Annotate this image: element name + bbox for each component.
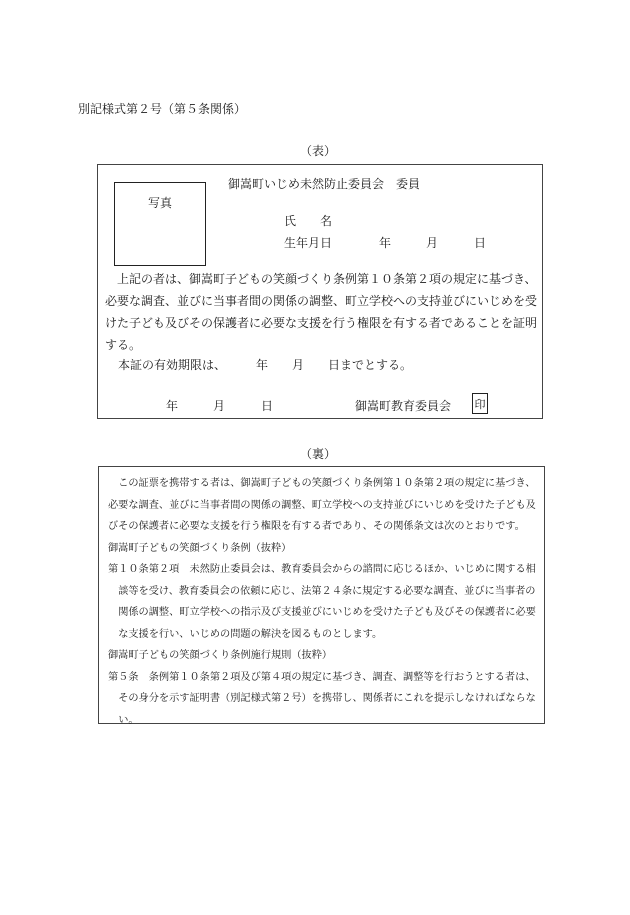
rules-title: 御嵩町子どもの笑顔づくり条例施行規則（抜粋）: [108, 650, 333, 661]
validity-text: 本証の有効期限は、 年 月 日までとする。: [118, 358, 413, 372]
seal-mark: 印: [472, 393, 488, 414]
dob-month: 月: [426, 236, 439, 250]
dob-year: 年: [379, 236, 392, 250]
issuer-name: 御嵩町教育委員会: [355, 399, 452, 413]
issue-day: 日: [261, 399, 274, 413]
article-5-text: 第５条 条例第１０条第２項及び第４項の規定に基づき、調査、調整等を行おうとする者は、その身分を示す証明書（別記様式第２号）を携帯し、関係者にこれを提示しなければならない。: [108, 671, 536, 726]
back-side-label: （裏）: [300, 447, 337, 461]
issue-month: 月: [213, 399, 226, 413]
back-text: [108, 473, 540, 731]
certification-paragraph: 上記の者は、御嵩町子どもの笑顔づくり条例第１０条第２項の規定に基づき、必要な調査、並びに当事者間の関係の調整、町立学校への支持並びにいじめを受けた子ども及びその保護者に必要な支援を行う権限を有する者であることを証明する。: [105, 272, 538, 352]
photo-label: 写真: [147, 196, 172, 210]
front-side-label: （表）: [300, 144, 337, 158]
form-number: 別記様式第２号（第５条関係）: [78, 102, 247, 116]
dob-label: 生年月日: [284, 236, 333, 250]
back-intro: この証票を携帯する者は、御嵩町子どもの笑顔づくり条例第１０条第２項の規定に基づき、必要な調査、並びに当事者間の関係の調整、町立学校への支持並びにいじめを受けた子ども及びその保護者に必要な支援を行う権限を有する者であり、その関係条文は次のとおりです。: [108, 478, 536, 532]
photo-box: [114, 182, 206, 266]
certification-text: [105, 268, 537, 356]
ordinance-title: 御嵩町子どもの笑顔づくり条例（抜粋）: [108, 542, 292, 554]
article-10-text: 第１０条第２項 未然防止委員会は、教育委員会からの諮問に応じるほか、いじめに関する相談等を受け、教育委員会の依頼に応じ、法第２４条に規定する必要な調査、並びに当事者の関係の調整、町立学校への指示及び支援並びにいじめを受けた子ども及びその保護者に必要な支援を行い、いじめの問題の解決を図るものとします。: [108, 564, 536, 640]
card-title: 御嵩町いじめ未然防止委員会 委員: [228, 177, 421, 191]
name-label: 氏 名: [284, 214, 333, 228]
issue-year: 年: [166, 399, 179, 413]
dob-day: 日: [474, 236, 487, 250]
